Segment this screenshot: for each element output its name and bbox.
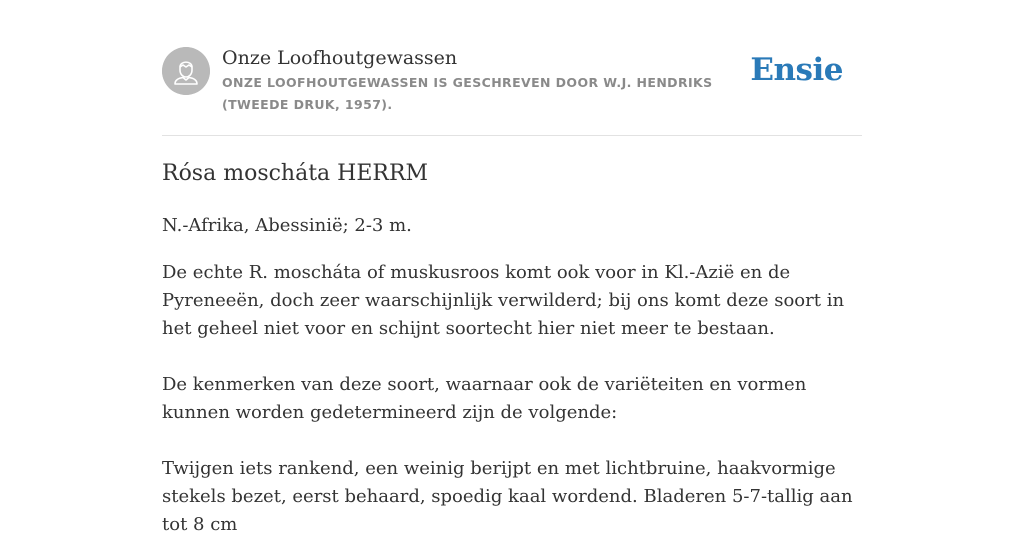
source-title[interactable]: Onze Loofhoutgewassen bbox=[222, 47, 458, 69]
article-paragraph: N.-Afrika, Abessinië; 2-3 m. bbox=[162, 215, 412, 236]
avatar[interactable] bbox=[162, 47, 210, 95]
article-paragraph: De echte R. moscháta of muskusroos komt ook voor in Kl.-Azië en de Pyreneeën, doch zeer waarschijnlijk verwilderd; bij ons komt deze soort in het geheel niet voor en schijnt soortecht hier niet meer te bestaan. bbox=[162, 262, 845, 339]
article-paragraph: Twijgen iets rankend, een weinig berijpt en met lichtbruine, haakvormige stekels bezet, eerst behaard, spoedig kaal wordend. Bladeren 5-7-tallig aan tot 8 cm bbox=[162, 458, 853, 535]
user-icon bbox=[162, 47, 210, 95]
brand-logo[interactable]: Ensie bbox=[750, 52, 843, 88]
source-description: ONZE LOOFHOUTGEWASSEN IS GESCHREVEN DOOR W.J. HENDRIKS (TWEEDE DRUK, 1957). bbox=[222, 75, 713, 112]
article-paragraph: De kenmerken van deze soort, waarnaar ook de variëteiten en vormen kunnen worden gedetermineerd zijn de volgende: bbox=[162, 374, 807, 423]
article-title: Rósa moscháta HERRM bbox=[162, 161, 429, 186]
source-header bbox=[162, 0, 862, 136]
page-container bbox=[162, 0, 862, 535]
